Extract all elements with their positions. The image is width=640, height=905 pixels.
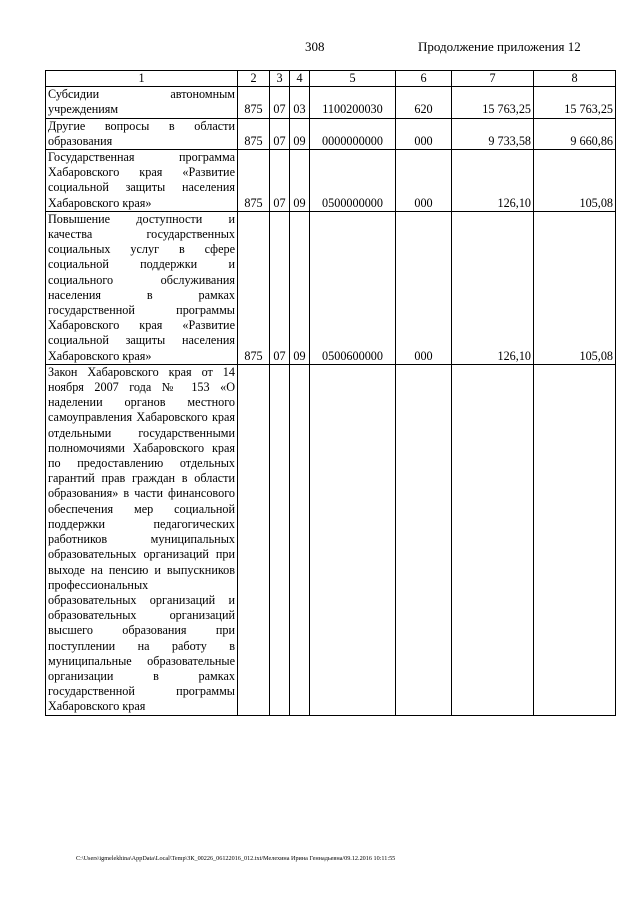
row-name: Государственная программа Хабаровского края «Развитие социальной защиты населения Хабаровского края»: [46, 150, 238, 212]
expense-type-code: 000: [396, 118, 452, 149]
ministry-code: 875: [238, 118, 270, 149]
subsection-code: [290, 364, 310, 715]
section-code: [270, 364, 290, 715]
column-number: 1: [46, 71, 238, 87]
amount-year-1: 15 763,25: [452, 87, 534, 118]
section-code: 07: [270, 118, 290, 149]
row-name: Закон Хабаровского края от 14 ноября 2007 года № 153 «О наделении органов местного самоуправления Хабаровского края отдельными государственными полномочиями Хабаровского края по предоставлению отдельных гарантий прав граждан в области образования» в части финансового обеспечения мер социальной поддержки педагогических работников муниципальных образовательных организаций при выходе на пенсию и выпускников профессиональных образовательных организаций и образовательных организаций высшего образования при поступлении на работу в муниципальные образовательные организации в рамках государственной программы Хабаровского края: [46, 364, 238, 715]
table-row: [46, 364, 616, 715]
subsection-code: 09: [290, 211, 310, 364]
amount-year-1: [452, 364, 534, 715]
row-name: Другие вопросы в области образования: [46, 118, 238, 149]
column-number: 5: [310, 71, 396, 87]
section-code: 07: [270, 150, 290, 212]
ministry-code: 875: [238, 150, 270, 212]
column-number: 2: [238, 71, 270, 87]
expense-type-code: 000: [396, 150, 452, 212]
subsection-code: 03: [290, 87, 310, 118]
column-number: 6: [396, 71, 452, 87]
appendix-note: Продолжение приложения 12: [418, 39, 581, 54]
target-article-code: 1100200030: [310, 87, 396, 118]
page-number: 308: [305, 39, 325, 54]
target-article-code: 0500600000: [310, 211, 396, 364]
budget-table: [45, 70, 616, 716]
ministry-code: [238, 364, 270, 715]
expense-type-code: [396, 364, 452, 715]
column-number-row: [46, 71, 616, 87]
table-row: [46, 150, 616, 212]
amount-year-2: 105,08: [534, 211, 616, 364]
amount-year-2: 105,08: [534, 150, 616, 212]
row-name: Повышение доступности и качества государственных социальных услуг в сфере социальной поддержки и социального обслуживания населения в рамках государственной программы Хабаровского края «Развитие социальной защиты населения Хабаровского края»: [46, 211, 238, 364]
target-article-code: 0500000000: [310, 150, 396, 212]
expense-type-code: 620: [396, 87, 452, 118]
amount-year-2: 15 763,25: [534, 87, 616, 118]
subsection-code: 09: [290, 150, 310, 212]
ministry-code: 875: [238, 87, 270, 118]
amount-year-1: 126,10: [452, 150, 534, 212]
table-row: [46, 87, 616, 118]
section-code: 07: [270, 87, 290, 118]
column-number: 7: [452, 71, 534, 87]
target-article-code: [310, 364, 396, 715]
column-number: 8: [534, 71, 616, 87]
column-number: 3: [270, 71, 290, 87]
row-name: Субсидии автономным учреждениям: [46, 87, 238, 118]
expense-type-code: 000: [396, 211, 452, 364]
table-row: [46, 118, 616, 149]
amount-year-1: 126,10: [452, 211, 534, 364]
column-number: 4: [290, 71, 310, 87]
section-code: 07: [270, 211, 290, 364]
table-row: [46, 211, 616, 364]
amount-year-1: 9 733,58: [452, 118, 534, 149]
footer-file-path: C:\Users\igmelekhina\AppData\Local\Temp\ЗК_00226_06122016_012.txt/Мелехина Ирина Геннадьевна/09.12.2016 10:11:55: [76, 855, 396, 862]
target-article-code: 0000000000: [310, 118, 396, 149]
ministry-code: 875: [238, 211, 270, 364]
amount-year-2: 9 660,86: [534, 118, 616, 149]
amount-year-2: [534, 364, 616, 715]
subsection-code: 09: [290, 118, 310, 149]
